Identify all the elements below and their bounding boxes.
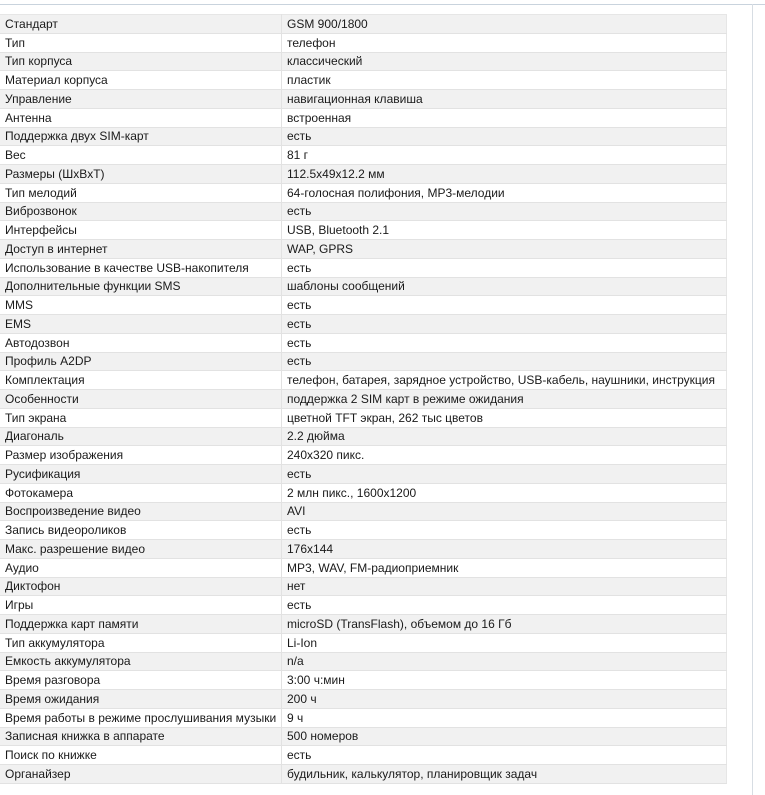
spec-name-cell: Время разговора xyxy=(0,671,282,690)
spec-value-cell: 2 млн пикс., 1600x1200 xyxy=(282,483,727,502)
spec-name-cell: Емкость аккумулятора xyxy=(0,652,282,671)
spec-name-cell: Тип экрана xyxy=(0,408,282,427)
specifications-table xyxy=(0,14,727,784)
spec-row xyxy=(0,127,727,146)
spec-value-cell: есть xyxy=(282,746,727,765)
spec-row xyxy=(0,371,727,390)
spec-row xyxy=(0,315,727,334)
spec-name-cell: Органайзер xyxy=(0,765,282,784)
spec-name-cell: Материал корпуса xyxy=(0,71,282,90)
spec-value-cell: microSD (TransFlash), объемом до 16 Гб xyxy=(282,615,727,634)
spec-row xyxy=(0,277,727,296)
spec-value-cell: есть xyxy=(282,258,727,277)
spec-value-cell: есть xyxy=(282,202,727,221)
spec-row xyxy=(0,108,727,127)
spec-value-cell: встроенная xyxy=(282,108,727,127)
spec-value-cell: классический xyxy=(282,52,727,71)
spec-row xyxy=(0,90,727,109)
spec-name-cell: Диктофон xyxy=(0,577,282,596)
spec-row xyxy=(0,296,727,315)
spec-value-cell: Li-Ion xyxy=(282,633,727,652)
spec-row xyxy=(0,596,727,615)
spec-row xyxy=(0,521,727,540)
spec-row xyxy=(0,146,727,165)
spec-row xyxy=(0,15,727,34)
spec-value-cell: есть xyxy=(282,296,727,315)
spec-row xyxy=(0,671,727,690)
spec-value-cell: есть xyxy=(282,352,727,371)
spec-name-cell: Комплектация xyxy=(0,371,282,390)
spec-name-cell: Размеры (ШxВxТ) xyxy=(0,165,282,184)
spec-name-cell: Игры xyxy=(0,596,282,615)
spec-name-cell: Тип xyxy=(0,33,282,52)
spec-value-cell: 176x144 xyxy=(282,540,727,559)
spec-value-cell: WAP, GPRS xyxy=(282,240,727,259)
spec-row xyxy=(0,408,727,427)
spec-name-cell: Тип корпуса xyxy=(0,52,282,71)
spec-name-cell: EMS xyxy=(0,315,282,334)
spec-name-cell: Виброзвонок xyxy=(0,202,282,221)
spec-name-cell: Стандарт xyxy=(0,15,282,34)
spec-name-cell: Аудио xyxy=(0,558,282,577)
spec-value-cell: пластик xyxy=(282,71,727,90)
spec-name-cell: Тип аккумулятора xyxy=(0,633,282,652)
spec-value-cell: есть xyxy=(282,521,727,540)
spec-name-cell: Дополнительные функции SMS xyxy=(0,277,282,296)
spec-row xyxy=(0,183,727,202)
spec-name-cell: MMS xyxy=(0,296,282,315)
spec-name-cell: Поддержка двух SIM-карт xyxy=(0,127,282,146)
spec-name-cell: Записная книжка в аппарате xyxy=(0,727,282,746)
spec-name-cell: Русификация xyxy=(0,465,282,484)
spec-value-cell: 112.5x49x12.2 мм xyxy=(282,165,727,184)
page-right-edge xyxy=(752,4,753,795)
spec-row xyxy=(0,390,727,409)
spec-value-cell: 3:00 ч:мин xyxy=(282,671,727,690)
spec-value-cell: шаблоны сообщений xyxy=(282,277,727,296)
spec-name-cell: Поиск по книжке xyxy=(0,746,282,765)
spec-value-cell: есть xyxy=(282,333,727,352)
spec-row xyxy=(0,165,727,184)
spec-row xyxy=(0,483,727,502)
spec-name-cell: Доступ в интернет xyxy=(0,240,282,259)
spec-name-cell: Размер изображения xyxy=(0,446,282,465)
spec-value-cell: GSM 900/1800 xyxy=(282,15,727,34)
spec-name-cell: Фотокамера xyxy=(0,483,282,502)
spec-value-cell: цветной TFT экран, 262 тыс цветов xyxy=(282,408,727,427)
spec-value-cell: AVI xyxy=(282,502,727,521)
specifications-table-body xyxy=(0,15,727,784)
spec-row xyxy=(0,708,727,727)
spec-row xyxy=(0,71,727,90)
spec-row xyxy=(0,577,727,596)
spec-row xyxy=(0,202,727,221)
spec-value-cell: поддержка 2 SIM карт в режиме ожидания xyxy=(282,390,727,409)
spec-name-cell: Профиль A2DP xyxy=(0,352,282,371)
spec-value-cell: будильник, калькулятор, планировщик задач xyxy=(282,765,727,784)
spec-value-cell: 9 ч xyxy=(282,708,727,727)
spec-value-cell: n/a xyxy=(282,652,727,671)
spec-row xyxy=(0,558,727,577)
spec-row xyxy=(0,446,727,465)
spec-name-cell: Диагональ xyxy=(0,427,282,446)
spec-value-cell: 500 номеров xyxy=(282,727,727,746)
spec-row xyxy=(0,33,727,52)
spec-value-cell: 2.2 дюйма xyxy=(282,427,727,446)
spec-row xyxy=(0,52,727,71)
spec-row xyxy=(0,765,727,784)
top-divider xyxy=(0,4,765,5)
spec-name-cell: Управление xyxy=(0,90,282,109)
spec-name-cell: Тип мелодий xyxy=(0,183,282,202)
spec-row xyxy=(0,352,727,371)
spec-value-cell: нет xyxy=(282,577,727,596)
spec-value-cell: 81 г xyxy=(282,146,727,165)
spec-name-cell: Антенна xyxy=(0,108,282,127)
spec-value-cell: навигационная клавиша xyxy=(282,90,727,109)
spec-row xyxy=(0,746,727,765)
spec-name-cell: Вес xyxy=(0,146,282,165)
spec-name-cell: Время работы в режиме прослушивания музыки xyxy=(0,708,282,727)
spec-name-cell: Время ожидания xyxy=(0,690,282,709)
spec-value-cell: телефон, батарея, зарядное устройство, USB-кабель, наушники, инструкция xyxy=(282,371,727,390)
spec-name-cell: Запись видеороликов xyxy=(0,521,282,540)
spec-value-cell: есть xyxy=(282,127,727,146)
spec-name-cell: Поддержка карт памяти xyxy=(0,615,282,634)
spec-name-cell: Макс. разрешение видео xyxy=(0,540,282,559)
spec-value-cell: есть xyxy=(282,596,727,615)
spec-name-cell: Автодозвон xyxy=(0,333,282,352)
spec-name-cell: Особенности xyxy=(0,390,282,409)
spec-value-cell: USB, Bluetooth 2.1 xyxy=(282,221,727,240)
spec-value-cell: телефон xyxy=(282,33,727,52)
spec-name-cell: Использование в качестве USB-накопителя xyxy=(0,258,282,277)
spec-row xyxy=(0,465,727,484)
spec-row xyxy=(0,427,727,446)
spec-row xyxy=(0,540,727,559)
spec-row xyxy=(0,333,727,352)
spec-row xyxy=(0,615,727,634)
spec-row xyxy=(0,652,727,671)
spec-value-cell: есть xyxy=(282,315,727,334)
spec-value-cell: 200 ч xyxy=(282,690,727,709)
spec-value-cell: 240x320 пикс. xyxy=(282,446,727,465)
spec-value-cell: есть xyxy=(282,465,727,484)
spec-row xyxy=(0,690,727,709)
spec-row xyxy=(0,633,727,652)
spec-value-cell: 64-голосная полифония, MP3-мелодии xyxy=(282,183,727,202)
spec-row xyxy=(0,502,727,521)
spec-name-cell: Воспроизведение видео xyxy=(0,502,282,521)
spec-name-cell: Интерфейсы xyxy=(0,221,282,240)
spec-value-cell: MP3, WAV, FM-радиоприемник xyxy=(282,558,727,577)
spec-row xyxy=(0,240,727,259)
spec-row xyxy=(0,258,727,277)
spec-row xyxy=(0,727,727,746)
spec-row xyxy=(0,221,727,240)
